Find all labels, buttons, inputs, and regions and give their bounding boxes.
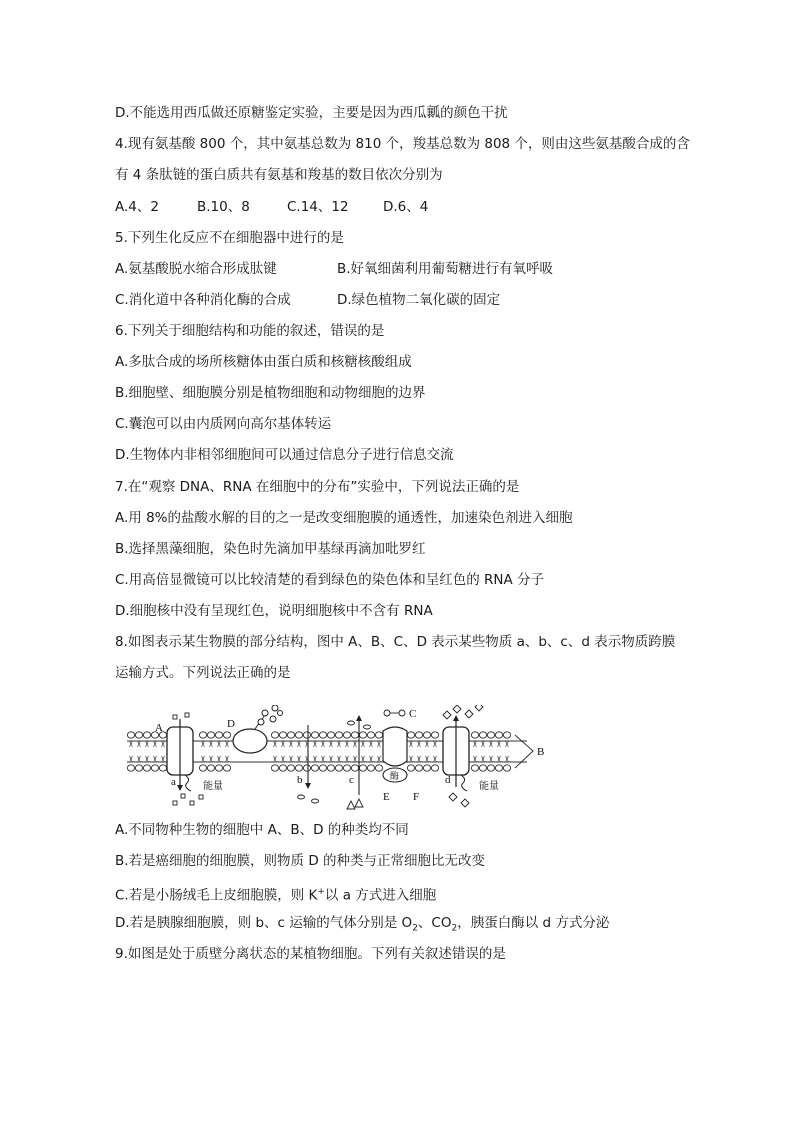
q5-option-b: B.好氧细菌利用葡萄糖进行有氧呼吸 — [337, 261, 554, 277]
phospholipid-head — [495, 765, 502, 771]
phospholipid-tail — [290, 741, 293, 747]
phospholipid-head — [471, 732, 478, 738]
phospholipid-tail — [482, 741, 485, 747]
q4-stem-line2: 有 4 条肽链的蛋白质共有氨基和羧基的数目依次分别为 — [115, 167, 443, 183]
enzyme-c — [383, 727, 407, 766]
energy-arrow-2 — [461, 775, 467, 791]
label-energy-2: 能量 — [479, 781, 499, 792]
phospholipid-tail — [226, 741, 229, 747]
phospholipid-tail — [474, 756, 477, 762]
phospholipid-tail — [338, 741, 341, 747]
phospholipid-head — [143, 732, 150, 738]
label-F: F — [413, 791, 420, 803]
q5-option-c: C.消化道中各种消化酶的合成 — [115, 292, 291, 308]
label-D: D — [227, 718, 235, 730]
phospholipid-head — [127, 765, 134, 771]
phospholipid-head — [479, 765, 486, 771]
label-b: b — [297, 774, 303, 786]
phospholipid-tail — [506, 741, 509, 747]
q8-option-d-sub1: 2 — [412, 923, 418, 934]
phospholipid-tail — [474, 741, 477, 747]
phospholipid-tail — [282, 741, 285, 747]
phospholipid-head — [367, 732, 374, 738]
q8-option-d — [115, 913, 609, 939]
membrane-end-marker — [515, 735, 533, 768]
phospholipid-head — [287, 732, 294, 738]
sugar-chain — [255, 705, 283, 729]
phospholipid-tail — [498, 741, 501, 747]
phospholipid-tail — [322, 741, 325, 747]
phospholipid-tail — [138, 756, 141, 762]
phospholipid-head — [223, 732, 230, 738]
phospholipid-head — [279, 765, 286, 771]
phospholipid-head — [295, 732, 302, 738]
q7-option-b: B.选择黑藻细胞，染色时先滴加甲基绿再滴加吡罗红 — [115, 541, 426, 557]
phospholipid-head — [351, 765, 358, 771]
phospholipid-tail — [322, 756, 325, 762]
phospholipid-head — [271, 732, 278, 738]
phospholipid-head — [343, 765, 350, 771]
glycoprotein-d — [233, 729, 267, 753]
phospholipid-head — [343, 732, 350, 738]
phospholipid-head — [415, 732, 422, 738]
phospholipid-tail — [290, 756, 293, 762]
phospholipid-head — [223, 765, 230, 771]
label-A: A — [155, 722, 163, 734]
q5-option-a: A.氨基酸脱水缩合形成肽键 — [115, 261, 277, 277]
phospholipid-head — [199, 732, 206, 738]
q8-stem-line1: 8.如图表示某生物膜的部分结构，图中 A、B、C、D 表示某些物质 a、b、c、d 表示物质跨膜 — [115, 634, 676, 650]
phospholipid-tail — [346, 756, 349, 762]
phospholipid-tail — [226, 756, 229, 762]
phospholipid-head — [319, 765, 326, 771]
phospholipid-tail — [354, 756, 357, 762]
phospholipid-tail — [434, 756, 437, 762]
arrowhead-b — [305, 783, 311, 789]
phospholipid-tail — [162, 741, 165, 747]
q5-option-d: D.绿色植物二氧化碳的固定 — [337, 292, 501, 308]
phospholipid-head — [159, 765, 166, 771]
phospholipid-tail — [146, 756, 149, 762]
phospholipid-head — [423, 765, 430, 771]
q6-option-c: C.囊泡可以由内质网向高尔基体转运 — [115, 416, 332, 432]
phospholipid-head — [415, 765, 422, 771]
phospholipid-head — [151, 765, 158, 771]
phospholipid-head — [407, 732, 414, 738]
q7-stem: 7.在“观察 DNA、RNA 在细胞中的分布”实验中，下列说法正确的是 — [115, 479, 520, 495]
q8-stem-line2: 运输方式。下列说法正确的是 — [115, 665, 291, 681]
q8-option-d-pre: D.若是胰腺细胞膜，则 b、c 运输的气体分别是 O — [115, 915, 413, 931]
phospholipid-head — [207, 765, 214, 771]
phospholipid-head — [503, 732, 510, 738]
label-d: d — [445, 774, 451, 786]
arrowhead-d — [453, 715, 459, 721]
phospholipid-head — [135, 732, 142, 738]
phospholipid-tail — [146, 741, 149, 747]
phospholipid-head — [479, 732, 486, 738]
phospholipid-tail — [130, 756, 133, 762]
phospholipid-head — [279, 732, 286, 738]
phospholipid-tail — [410, 741, 413, 747]
q8-option-a: A.不同物种生物的细胞中 A、B、D 的种类均不同 — [115, 822, 409, 838]
phospholipid-head — [375, 765, 382, 771]
q4-stem-line1: 4.现有氨基酸 800 个，其中氨基总数为 810 个，羧基总数为 808 个，则由这些氨基酸合成的含 — [115, 136, 690, 152]
phospholipid-tail — [218, 756, 221, 762]
phospholipid-tail — [354, 741, 357, 747]
q4-option-b: B.10、8 — [197, 199, 250, 215]
phospholipid-tail — [210, 741, 213, 747]
q7-option-c: C.用高倍显微镜可以比较清楚的看到绿色的染色体和呈红色的 RNA 分子 — [115, 572, 545, 588]
phospholipid-tail — [338, 756, 341, 762]
phospholipid-tail — [482, 756, 485, 762]
phospholipid-tail — [154, 756, 157, 762]
phospholipid-tail — [346, 741, 349, 747]
phospholipid-tail — [314, 756, 317, 762]
q8-option-c — [115, 882, 436, 906]
q8-option-c-pre: C.若是小肠绒毛上皮细胞膜，则 K — [115, 887, 318, 904]
q6-option-a: A.多肽合成的场所核糖体由蛋白质和核糖核酸组成 — [115, 354, 412, 370]
phospholipid-head — [431, 765, 438, 771]
label-c: c — [349, 774, 354, 786]
phospholipid-tail — [298, 756, 301, 762]
phospholipid-head — [335, 765, 342, 771]
arrowhead-a — [177, 785, 183, 791]
phospholipid-tail — [154, 741, 157, 747]
phospholipid-head — [127, 732, 134, 738]
phospholipid-head — [319, 732, 326, 738]
phospholipid-tail — [274, 756, 277, 762]
phospholipid-tail — [218, 741, 221, 747]
phospholipid-head — [423, 732, 430, 738]
phospholipid-head — [359, 732, 366, 738]
phospholipid-head — [367, 765, 374, 771]
phospholipid-head — [303, 732, 310, 738]
phospholipid-head — [495, 732, 502, 738]
phospholipid-tail — [506, 756, 509, 762]
phospholipid-head — [487, 732, 494, 738]
phospholipid-tail — [410, 756, 413, 762]
phospholipid-tail — [378, 756, 381, 762]
membrane-diagram — [115, 705, 555, 815]
q4-option-d: D.6、4 — [383, 199, 429, 215]
phospholipid-head — [135, 765, 142, 771]
phospholipid-head — [311, 732, 318, 738]
phospholipid-tail — [138, 741, 141, 747]
phospholipid-tail — [418, 756, 421, 762]
phospholipid-tail — [490, 756, 493, 762]
q4-option-c: C.14、12 — [287, 199, 349, 215]
q8-option-d-post: ，胰蛋白酶以 d 方式分泌 — [457, 915, 610, 931]
phospholipid-head — [143, 765, 150, 771]
q6-stem: 6.下列关于细胞结构和功能的叙述，错误的是 — [115, 323, 385, 339]
solute-particles — [173, 705, 483, 809]
phospholipid-head — [375, 732, 382, 738]
phospholipid-tail — [362, 756, 365, 762]
q5-stem: 5.下列生化反应不在细胞器中进行的是 — [115, 230, 344, 246]
phospholipid-head — [303, 765, 310, 771]
phospholipid-tail — [330, 756, 333, 762]
phospholipid-head — [471, 765, 478, 771]
label-a: a — [171, 776, 176, 788]
phospholipid-tail — [370, 741, 373, 747]
phospholipid-tail — [210, 756, 213, 762]
phospholipid-tail — [498, 756, 501, 762]
phospholipid-head — [359, 765, 366, 771]
q8-option-c-sup: + — [317, 887, 325, 897]
phospholipid-tail — [362, 741, 365, 747]
q9-stem: 9.如图是处于质壁分离状态的某植物细胞。下列有关叙述错误的是 — [115, 946, 506, 962]
q7-option-d: D.细胞核中没有呈现红色，说明细胞核中不含有 RNA — [115, 603, 433, 619]
phospholipid-head — [207, 732, 214, 738]
phospholipid-head — [335, 732, 342, 738]
phospholipid-tail — [274, 741, 277, 747]
phospholipid-head — [351, 732, 358, 738]
energy-arrow-1 — [185, 775, 191, 791]
phospholipid-tail — [378, 741, 381, 747]
q6-option-b: B.细胞壁、细胞膜分别是植物细胞和动物细胞的边界 — [115, 385, 426, 401]
phospholipid-tail — [418, 741, 421, 747]
phospholipid-tail — [298, 741, 301, 747]
phospholipid-tail — [434, 741, 437, 747]
phospholipid-head — [431, 732, 438, 738]
label-energy-1: 能量 — [203, 781, 223, 792]
phospholipid-tail — [330, 741, 333, 747]
phospholipid-head — [287, 765, 294, 771]
q6-option-d: D.生物体内非相邻细胞间可以通过信息分子进行信息交流 — [115, 447, 454, 463]
phospholipid-head — [199, 765, 206, 771]
phospholipid-tail — [202, 756, 205, 762]
phospholipid-tail — [490, 741, 493, 747]
phospholipid-head — [215, 765, 222, 771]
phospholipid-tail — [202, 741, 205, 747]
q8-option-b: B.若是癌细胞的细胞膜，则物质 D 的种类与正常细胞比无改变 — [115, 853, 486, 869]
phospholipid-head — [487, 765, 494, 771]
q8-option-c-post: 以 a 方式进入细胞 — [324, 887, 437, 904]
phospholipid-tail — [370, 756, 373, 762]
phospholipid-tail — [282, 756, 285, 762]
phospholipid-tail — [314, 741, 317, 747]
phospholipid-head — [327, 765, 334, 771]
phospholipid-head — [503, 765, 510, 771]
q3-option-d: D.不能选用西瓜做还原糖鉴定实验，主要是因为西瓜瓤的颜色干扰 — [115, 105, 508, 121]
label-C: C — [409, 708, 417, 720]
q8-option-d-mid: 、CO — [417, 915, 452, 931]
phospholipid-tail — [426, 756, 429, 762]
q7-option-a: A.用 8%的盐酸水解的目的之一是改变细胞膜的通透性，加速染色剂进入细胞 — [115, 510, 573, 526]
label-B: B — [537, 746, 545, 758]
phospholipid-tail — [162, 756, 165, 762]
phospholipid-head — [271, 765, 278, 771]
phospholipid-head — [407, 765, 414, 771]
phospholipid-tail — [426, 741, 429, 747]
phospholipid-head — [295, 765, 302, 771]
label-enzyme: 酶 — [390, 772, 400, 782]
q4-option-a: A.4、2 — [115, 199, 159, 215]
phospholipid-head — [311, 765, 318, 771]
arrowhead-c — [356, 715, 362, 721]
q8-option-d-sub2: 2 — [451, 923, 458, 934]
phospholipid-head — [215, 732, 222, 738]
phospholipid-tail — [130, 741, 133, 747]
phospholipid-head — [327, 732, 334, 738]
label-E: E — [383, 791, 390, 803]
